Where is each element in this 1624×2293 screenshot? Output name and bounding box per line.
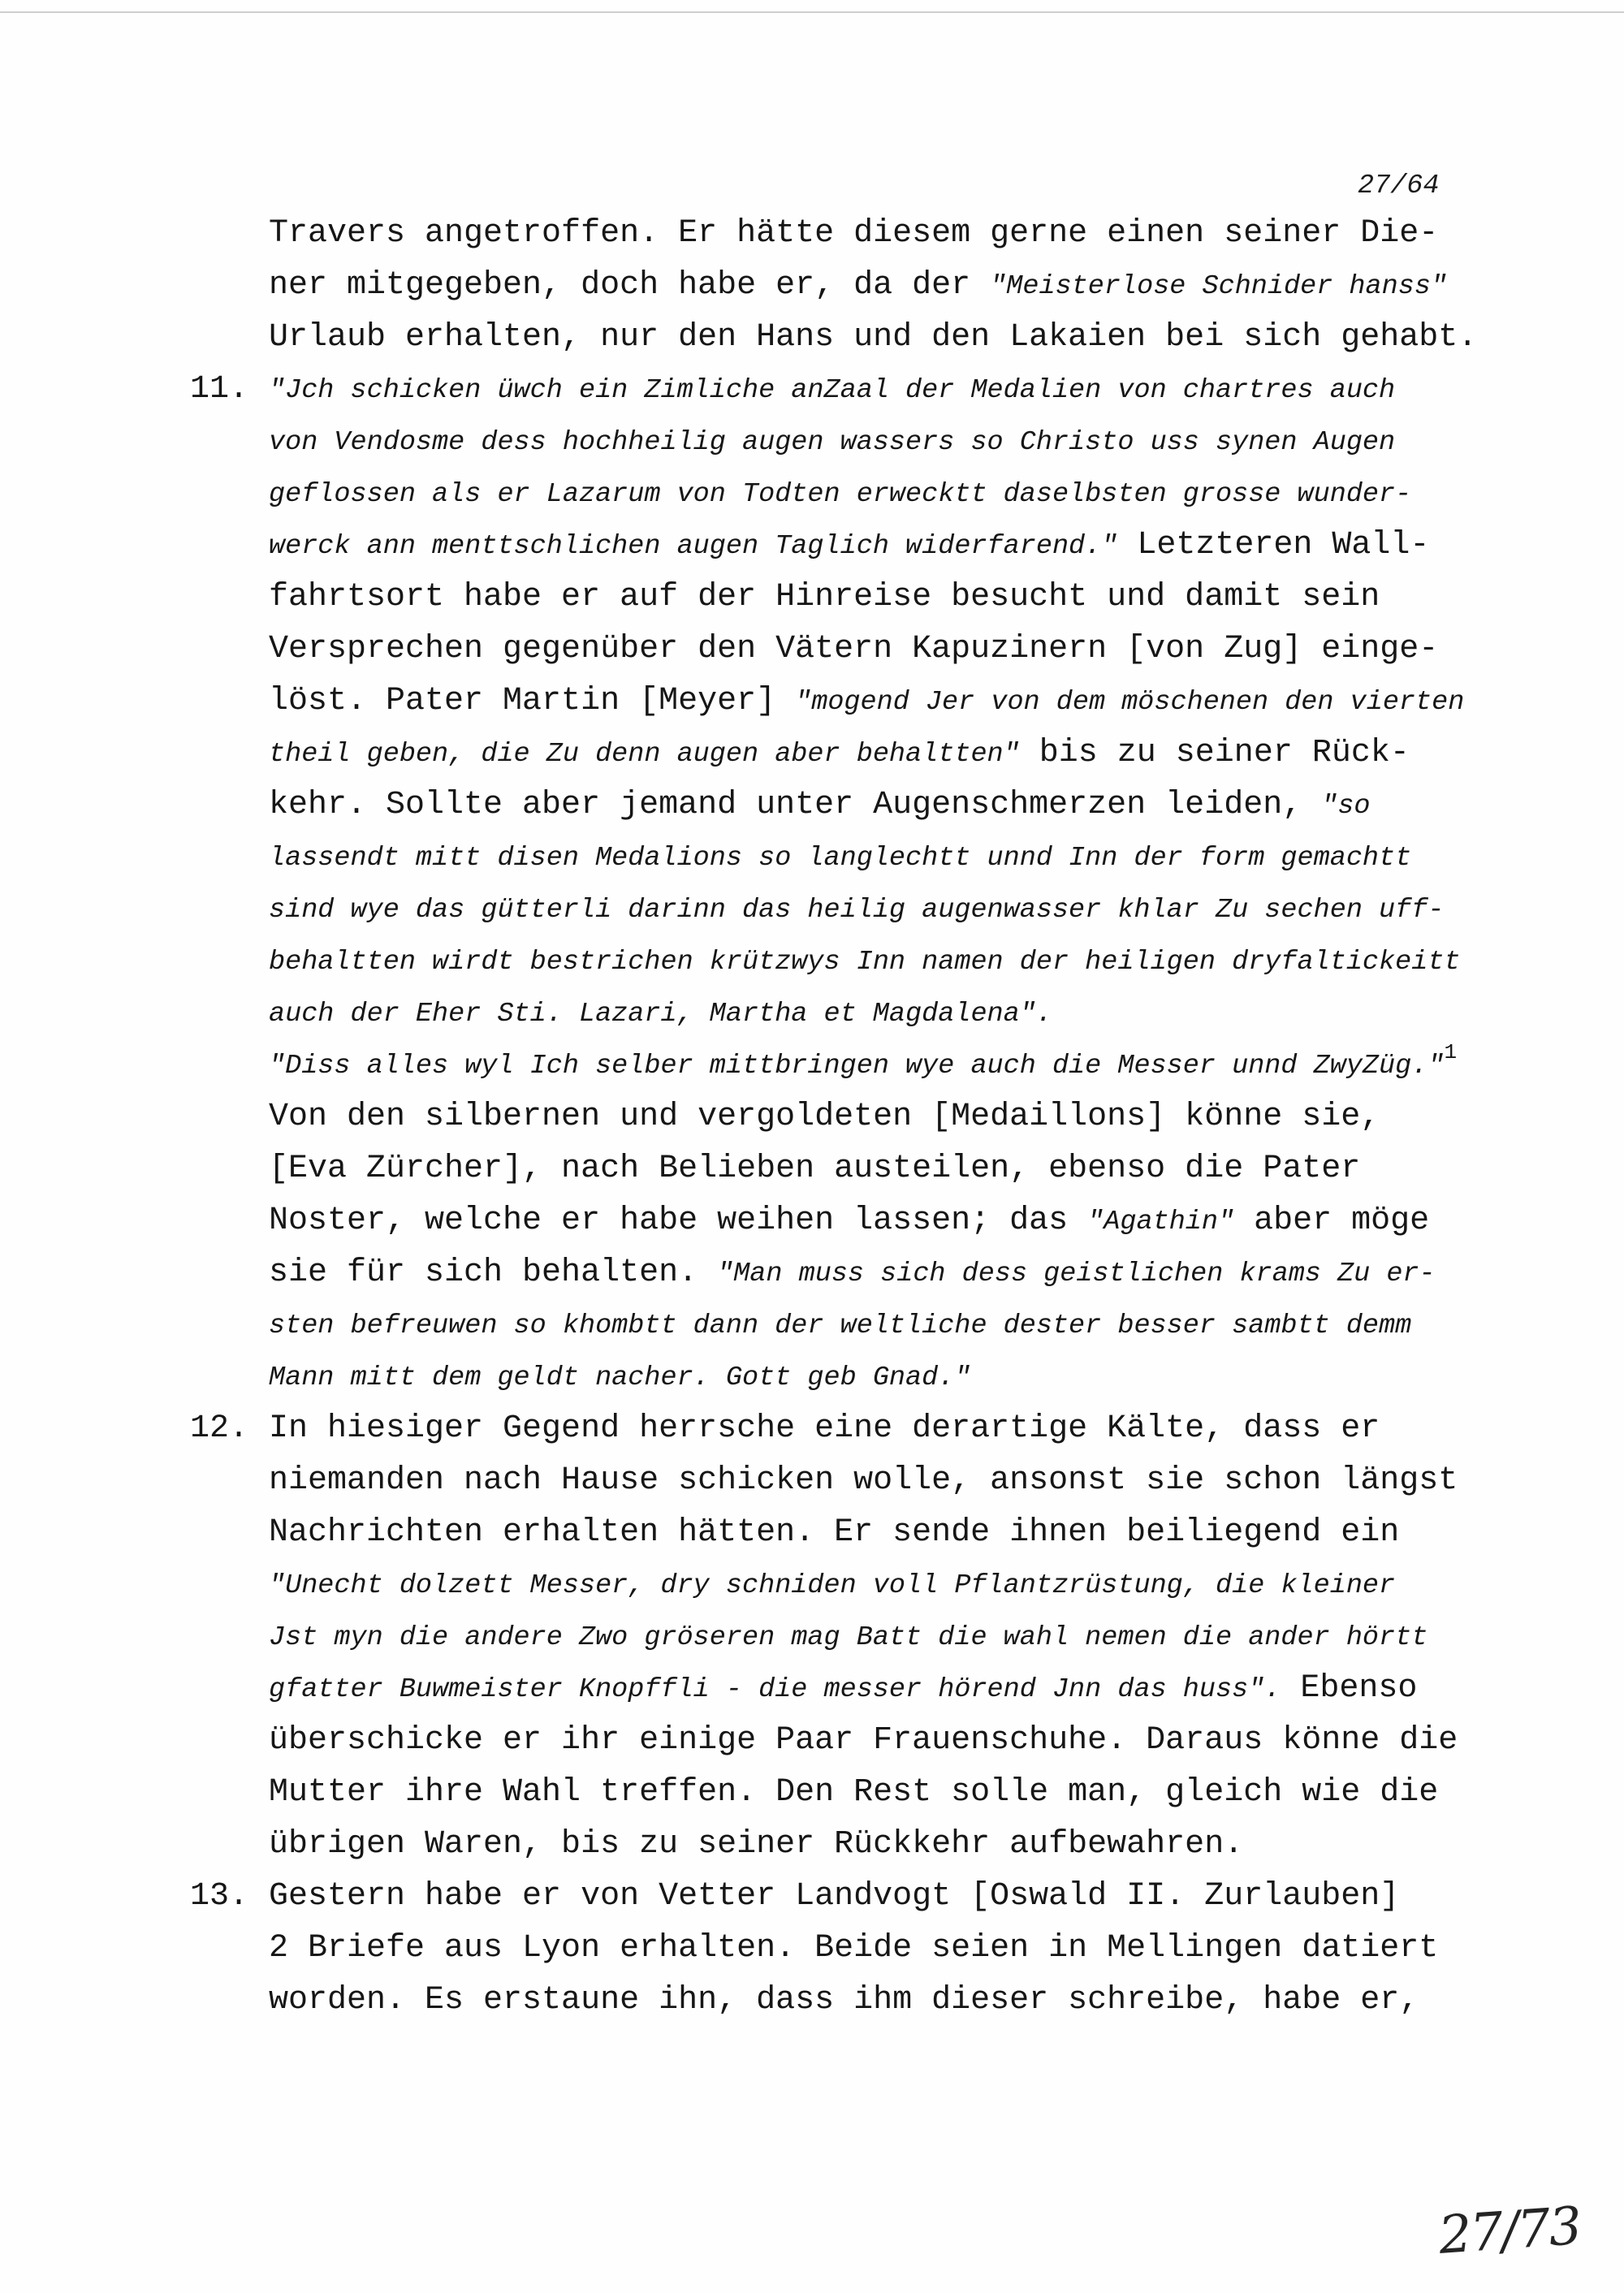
continuation-paragraph [0,208,1624,364]
text-line [0,1507,1624,1559]
text-line [0,312,1624,364]
text-line [0,624,1624,676]
typed-text: 2 Briefe aus Lyon erhalten. Beide seien in Mellingen datiert [269,1930,1439,1967]
quoted-source-text: behaltten wirdt bestrichen krützwys Inn namen der heiligen dryfaltickeitt [269,947,1461,978]
typed-text: fahrtsort habe er auf der Hinreise besucht und damit sein [269,579,1380,615]
quoted-source-text: von Vendosme dess hochheilig augen wassers so Christo uss synen Augen [269,427,1396,458]
handwritten-page-number: 27/73 [1436,2196,1583,2266]
text-line [0,1455,1624,1507]
typed-text: löst. Pater Martin [Meyer] [269,683,796,719]
text-line [0,260,1624,312]
item-13 [0,1871,1624,2027]
text-line [0,1039,1624,1091]
quoted-source-text: lassendt mitt disen Medalions so langlechtt unnd Inn der form gemachtt [269,843,1412,874]
typed-text: In hiesiger Gegend herrsche eine derartige Kälte, dass er [269,1410,1380,1447]
text-line [0,779,1624,831]
page-number: 27/64 [1358,171,1440,201]
footnote-marker: 1 [1444,1040,1458,1064]
text-line [0,520,1624,572]
typed-text: Von den silbernen und vergoldeten [Medaillons] könne sie, [269,1099,1380,1135]
text-line [0,1299,1624,1351]
typed-text: aber möge [1234,1203,1430,1239]
typed-text: Nachrichten erhalten hätten. Er sende ihnen beiliegend ein [269,1514,1400,1551]
text-line [0,416,1624,468]
item-11 [0,364,1624,1403]
text-line [0,1819,1624,1871]
page-top-edge [0,11,1624,13]
quoted-source-text: werck ann menttschlichen augen Taglich widerfarend." [269,531,1118,562]
text-line [0,935,1624,987]
quoted-source-text: "Man muss sich dess geistlichen krams Zu er- [717,1259,1436,1289]
item-number: 13. [190,1878,249,1915]
quoted-source-text: "mogend Jer von dem möschenen den vierten [795,687,1465,718]
typed-text: sie für sich behalten. [269,1254,718,1291]
text-line [0,468,1624,520]
text-line [0,1091,1624,1143]
text-line [0,1871,1624,1923]
text-line [0,1923,1624,1975]
item-number: 11. [190,371,249,408]
quoted-source-text: Jst myn die andere Zwo gröseren mag Batt die wahl nemen die ander hörtt [269,1622,1428,1653]
typed-text: worden. Es erstaune ihn, dass ihm dieser schreibe, habe er, [269,1982,1419,2019]
quoted-source-text: geflossen als er Lazarum von Todten erwecktt daselbsten grosse wunder- [269,479,1412,510]
typed-text: Ebenso [1281,1670,1418,1707]
typed-text: Urlaub erhalten, nur den Hans und den Lakaien bei sich gehabt. [269,319,1478,356]
quoted-source-text: theil geben, die Zu denn augen aber behaltten" [269,739,1020,770]
text-line [0,1663,1624,1715]
text-line [0,208,1624,260]
typed-text: kehr. Sollte aber jemand unter Augenschmerzen leiden, [269,787,1322,823]
text-line [0,1975,1624,2027]
text-line [0,728,1624,779]
text-line [0,987,1624,1039]
quoted-source-text: Mann mitt dem geldt nacher. Gott geb Gnad." [269,1362,971,1393]
typed-text: niemanden nach Hause schicken wolle, ansonst sie schon längst [269,1462,1458,1499]
quoted-source-text: "so [1321,791,1371,822]
quoted-source-text: gfatter Buwmeister Knopffli - die messer hörend Jnn das huss". [269,1674,1281,1705]
text-line [0,1195,1624,1247]
text-line [0,831,1624,883]
text-line [0,364,1624,416]
text-line [0,1143,1624,1195]
text-line [0,1351,1624,1403]
quoted-source-text: "Agathin" [1087,1207,1235,1237]
typed-text: Noster, welche er habe weihen lassen; das [269,1203,1088,1239]
typed-text: Letzteren Wall- [1117,527,1430,564]
quoted-source-text: sind wye das gütterli darinn das heilig augenwasser khlar Zu sechen uff- [269,895,1445,926]
text-line [0,1247,1624,1299]
quoted-source-text: "Meisterlose Schnider hanss" [990,271,1448,302]
text-line [0,883,1624,935]
text-line [0,676,1624,728]
typed-text: Gestern habe er von Vetter Landvogt [Oswald II. Zurlauben] [269,1878,1400,1915]
quoted-source-text: auch der Eher Sti. Lazari, Martha et Magdalena". [269,999,1052,1030]
text-line [0,572,1624,624]
typed-text: bis zu seiner Rück- [1019,735,1410,771]
letter-summary-text [0,208,1624,2027]
text-line [0,1403,1624,1455]
typed-text: übrigen Waren, bis zu seiner Rückkehr aufbewahren. [269,1826,1244,1863]
typed-text: Versprechen gegenüber den Vätern Kapuzinern [von Zug] einge- [269,631,1439,667]
text-line [0,1767,1624,1819]
text-line [0,1559,1624,1611]
typed-text: Travers angetroffen. Er hätte diesem gerne einen seiner Die- [269,215,1439,252]
item-number: 12. [190,1410,249,1447]
typed-text: überschicke er ihr einige Paar Frauenschuhe. Daraus könne die [269,1722,1458,1759]
typed-text: Mutter ihre Wahl treffen. Den Rest solle man, gleich wie die [269,1774,1439,1811]
text-line [0,1611,1624,1663]
quoted-source-text: "Jch schicken üwch ein Zimliche anZaal der Medalien von chartres auch [269,375,1396,406]
text-line [0,1715,1624,1767]
quoted-source-text: "Diss alles wyl Ich selber mittbringen wye auch die Messer unnd ZwyZüg." [269,1051,1445,1082]
item-12 [0,1403,1624,1871]
typed-text: ner mitgegeben, doch habe er, da der [269,267,991,304]
quoted-source-text: "Unecht dolzett Messer, dry schniden voll Pflantzrüstung, die kleiner [269,1570,1396,1601]
quoted-source-text: sten befreuwen so khombtt dann der weltliche dester besser sambtt demm [269,1311,1412,1341]
typed-text: [Eva Zürcher], nach Belieben austeilen, ebenso die Pater [269,1151,1361,1187]
